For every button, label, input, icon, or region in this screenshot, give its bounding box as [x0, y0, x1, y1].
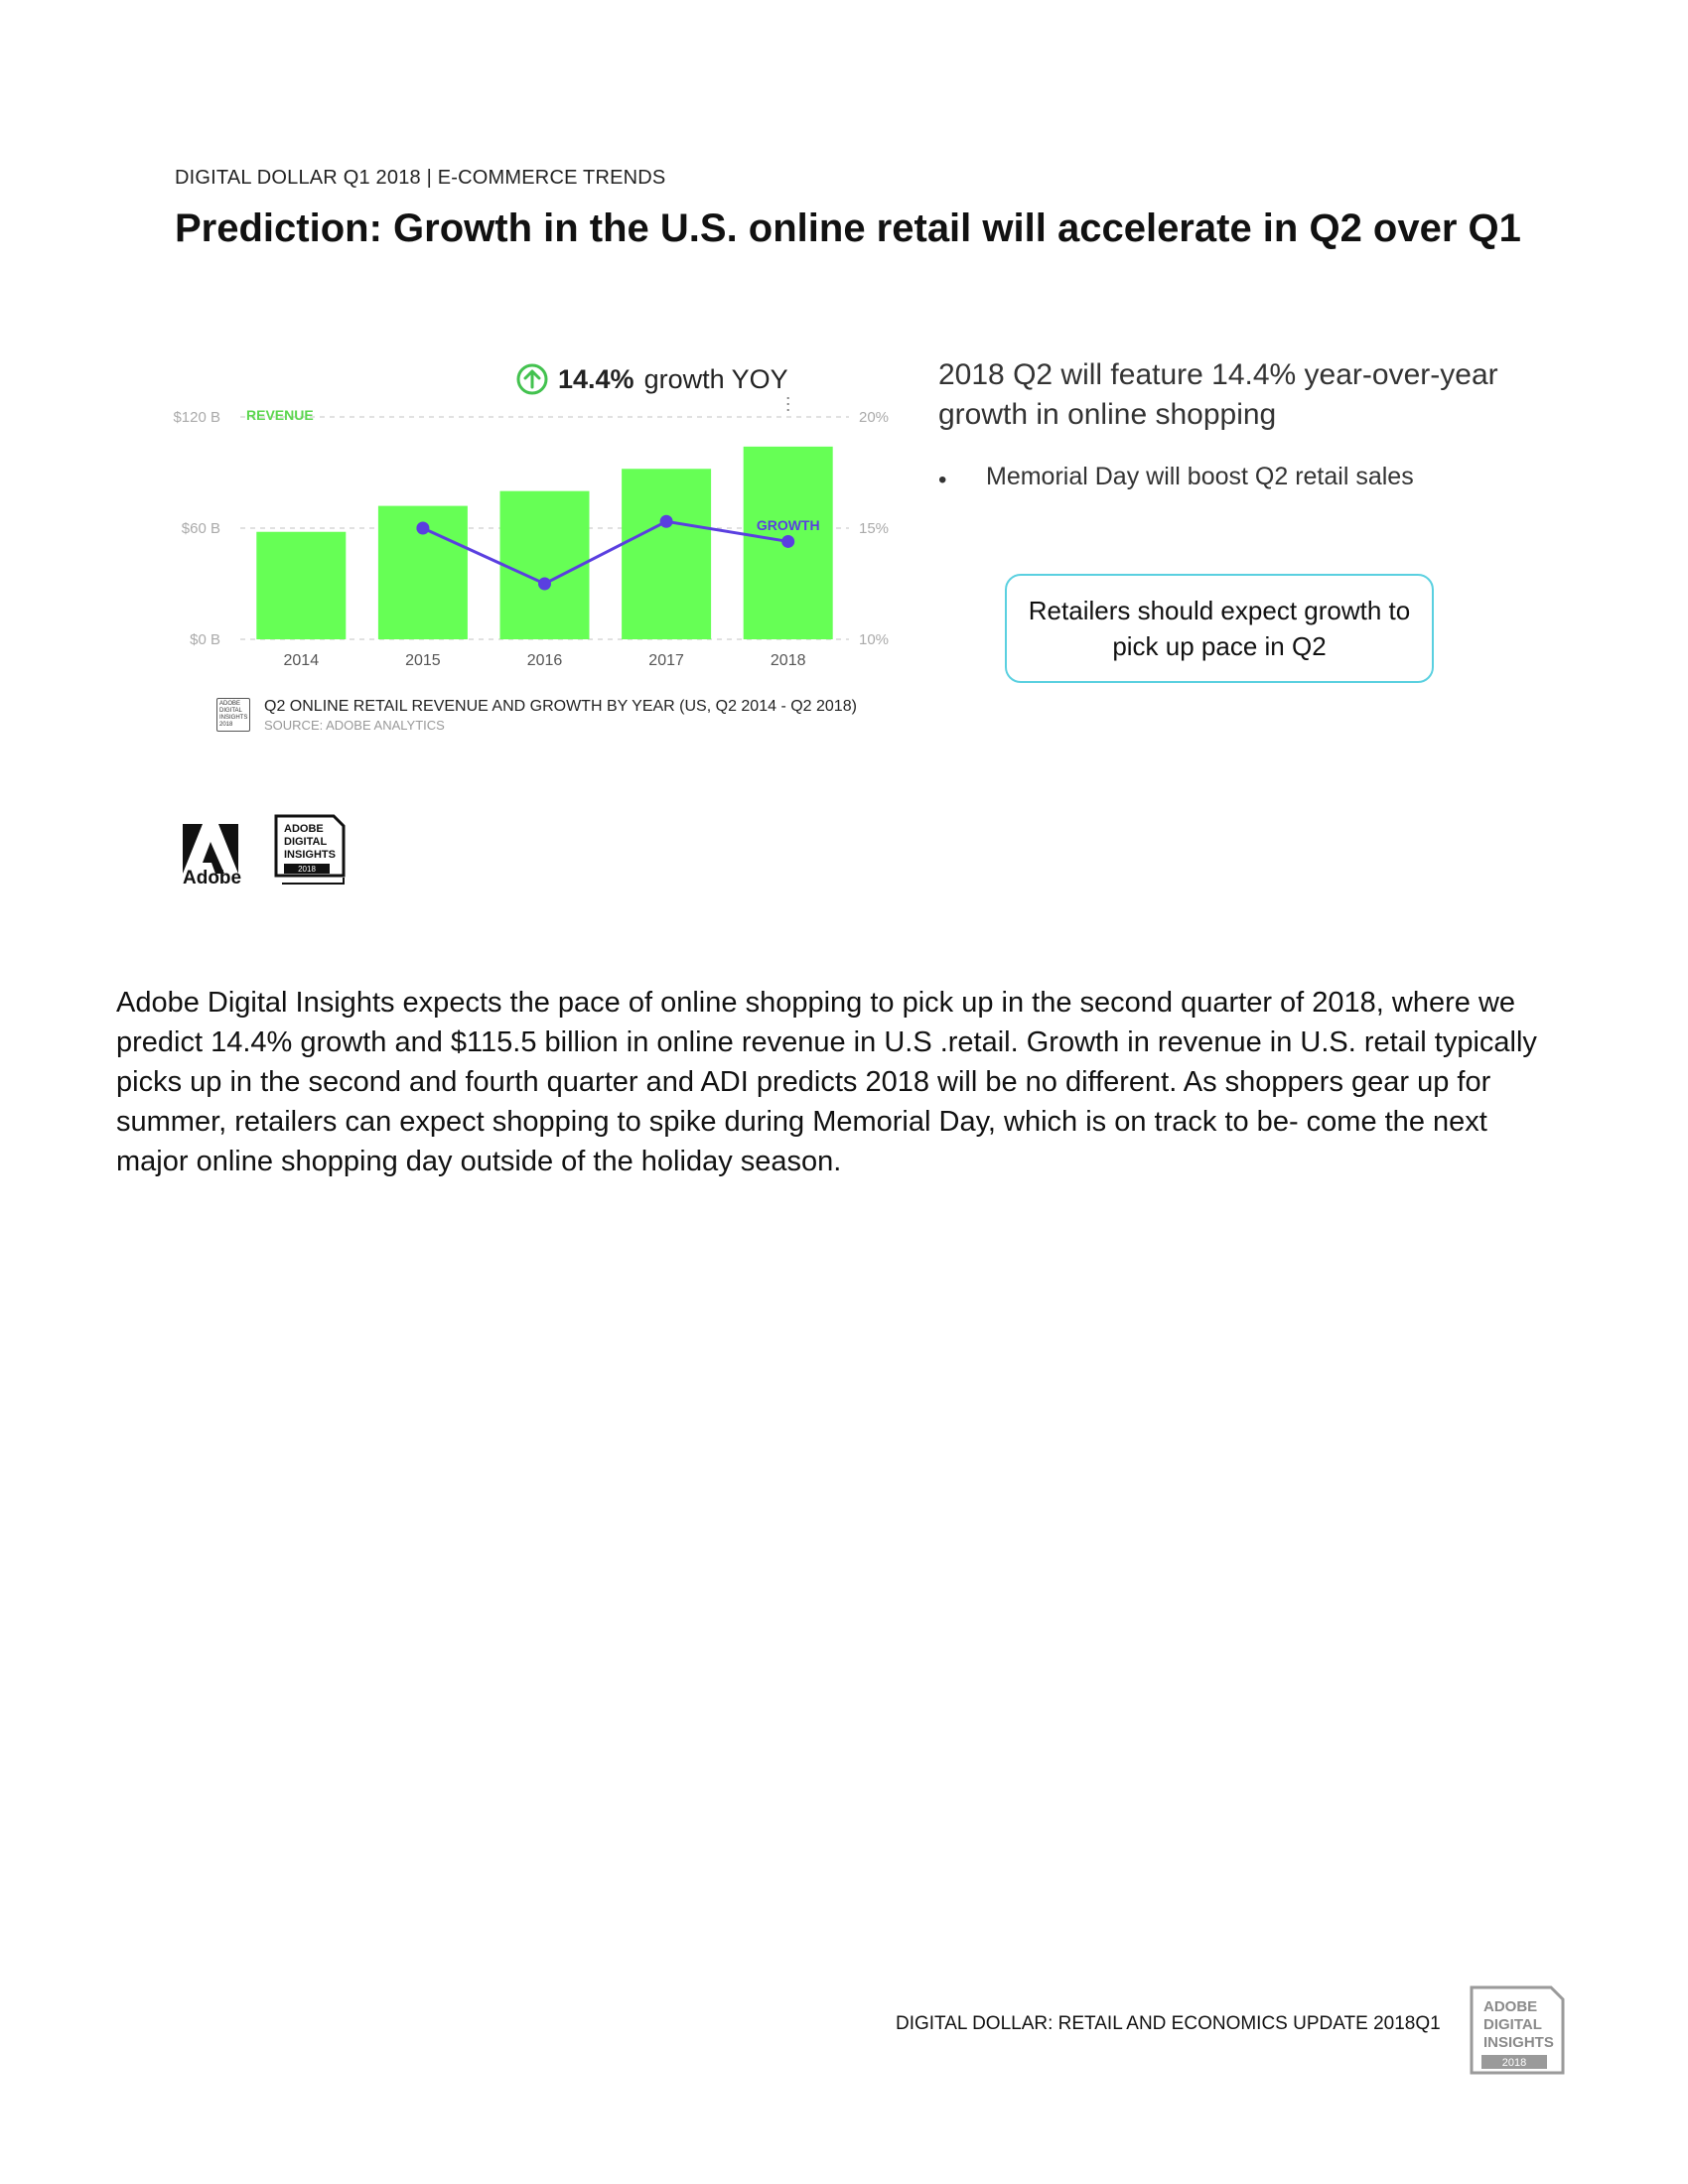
lead-statement: 2018 Q2 will feature 14.4% year-over-year growth in online shopping	[938, 358, 1498, 431]
chart-canvas	[159, 347, 914, 685]
right-tick-label: 10%	[859, 631, 890, 648]
growth-point	[660, 515, 673, 528]
bullet-item: Memorial Day will boost Q2 retail sales	[986, 463, 1414, 490]
footer-badge-line-3: INSIGHTS	[1483, 2034, 1554, 2051]
document-kicker: DIGITAL DOLLAR Q1 2018 | E-COMMERCE TRENDS	[175, 167, 666, 189]
x-tick-label: 2015	[405, 652, 441, 669]
growth-line	[423, 521, 788, 584]
page-title: Prediction: Growth in the U.S. online retail will accelerate in Q2 over Q1	[175, 206, 1521, 250]
growth-point	[781, 535, 794, 548]
yoy-label: growth YOY	[643, 363, 788, 394]
footer-badge-icon	[1468, 1985, 1567, 2087]
adobe-wordmark: Adobe	[183, 868, 242, 888]
right-tick-label: 15%	[859, 520, 890, 537]
x-tick-label: 2016	[526, 652, 563, 669]
badge-line-1: ADOBE	[284, 823, 324, 835]
chart-source: SOURCE: ADOBE ANALYTICS	[264, 718, 445, 733]
footer-badge-line-2: DIGITAL	[1483, 2016, 1542, 2033]
footer-text: DIGITAL DOLLAR: RETAIL AND ECONOMICS UPDATE 2018Q1	[896, 2013, 1441, 2034]
footer-badge-line-1: ADOBE	[1483, 1998, 1538, 2015]
x-tick-label: 2014	[283, 652, 320, 669]
left-tick-label: $120 B	[173, 409, 220, 426]
badge-line-2: DIGITAL	[284, 836, 328, 848]
caption-badge-text: ADOBE DIGITAL INSIGHTS 2018	[219, 701, 248, 728]
growth-point	[416, 522, 429, 535]
growth-series-label: GROWTH	[756, 517, 820, 533]
right-tick-label: 20%	[859, 409, 890, 426]
growth-point	[538, 578, 551, 591]
bullet-marker: •	[938, 467, 947, 493]
revenue-bar	[622, 469, 711, 639]
revenue-bar	[256, 532, 346, 639]
yoy-value: 14.4%	[558, 363, 634, 394]
revenue-growth-chart	[159, 347, 914, 750]
x-tick-label: 2017	[648, 652, 684, 669]
revenue-series-label: REVENUE	[246, 407, 314, 423]
badge-line-3: INSIGHTS	[284, 849, 336, 861]
chart-title: Q2 ONLINE RETAIL REVENUE AND GROWTH BY YEAR (US, Q2 2014 - Q2 2018)	[264, 698, 857, 715]
x-tick-label: 2018	[770, 652, 806, 669]
badge-line-4: 2018	[298, 865, 316, 874]
footer-badge-line-4: 2018	[1501, 2057, 1527, 2069]
callout-text: Retailers should expect growth to pick up pace in Q2	[1028, 596, 1411, 661]
left-tick-label: $0 B	[190, 631, 220, 648]
callout-box	[1005, 574, 1434, 683]
caption-badge-icon	[216, 698, 250, 732]
body-paragraph: Adobe Digital Insights expects the pace of online shopping to pick up in the second quarter of 2018, where we predict 14.4% growth and $115.5 billion in online revenue in U.S .retail. Growth in revenue in U.S. retail typically picks up in the second and fourth quarter and ADI predicts 2018 will be no different. As shoppers gear up for summer, retailers can expect shopping to spike during Memorial Day, which is on track to be- come the next major online shopping day outside of the holiday season.	[116, 987, 1537, 1177]
revenue-bar	[500, 491, 590, 639]
left-tick-label: $60 B	[181, 520, 220, 537]
adi-badge-icon	[272, 814, 348, 886]
